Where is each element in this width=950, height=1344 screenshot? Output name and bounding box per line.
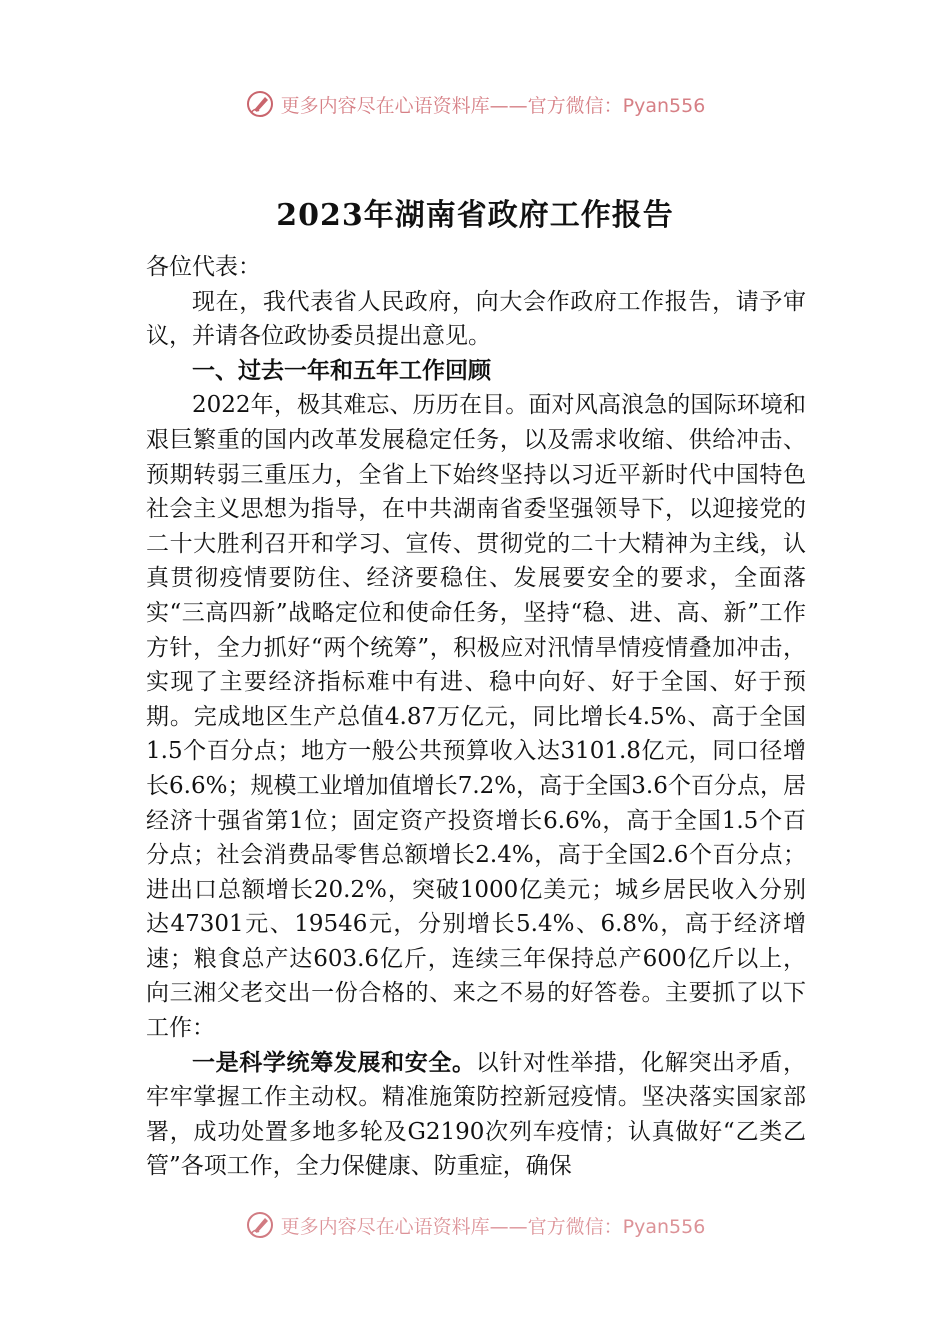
review-paragraph: 2022年，极其难忘、历历在目。面对风高浪急的国际环境和艰巨繁重的国内改革发展稳定任务，以及需求收缩、供给冲击、预期转弱三重压力，全省上下始终坚持以习近平新时代中国特色社会主义思想为指导，在中共湖南省委坚强领导下，以迎接党的二十大胜利召开和学习、宣传、贯彻党的二十大精神为主线，认真贯彻疫情要防住、经济要稳住、发展要安全的要求，全面落实“三高四新”战略定位和使命任务，坚持“稳、进、高、新”工作方针，全力抓好“两个统筹”，积极应对汛情旱情疫情叠加冲击，实现了主要经济指标难中有进、稳中向好、好于全国、好于预期。完成地区生产总值4.87万亿元，同比增长4.5%、高于全国1.5个百分点；地方一般公共预算收入达3101.8亿元，同口径增长6.6%；规模工业增加值增长7.2%，高于全国3.6个百分点，居经济十强省第1位；固定资产投资增长6.6%，高于全国1.5个百分点；社会消费品零售总额增长2.4%，高于全国2.6个百分点；进出口总额增长20.2%，突破1000亿美元；城乡居民收入分别达47301元、19546元，分别增长5.4%、6.8%，高于经济增速；粮食总产达603.6亿斤，连续三年保持总产600亿斤以上，向三湘父老交出一份合格的、来之不易的好答卷。主要抓了以下工作：	[146, 392, 806, 1042]
watermark-footer	[0, 1205, 950, 1245]
page-title: 2023年湖南省政府工作报告	[276, 198, 674, 233]
first-task-text: 以针对性举措，化解突出矛盾，牢牢掌握工作主动权。精准施策防控新冠疫情。坚决落实国家部署，成功处置多地多轮及G2190次列车疫情；认真做好“乙类乙管”各项工作，全力保健康、防重症，确保	[146, 1049, 806, 1180]
intro-paragraph: 现在，我代表省人民政府，向大会作政府工作报告，请予审议，并请各位政协委员提出意见。	[146, 288, 806, 350]
watermark-text: 更多内容尽在心语资料库——官方微信：Pyan556	[280, 94, 706, 117]
section-heading: 一、过去一年和五年工作回顾	[192, 357, 491, 384]
first-task-paragraph	[146, 1046, 806, 1184]
pen-logo-icon	[245, 1210, 275, 1240]
watermark-text: 更多内容尽在心语资料库——官方微信：Pyan556	[280, 1215, 706, 1238]
document-body	[146, 250, 806, 1211]
watermark-header	[0, 84, 950, 124]
first-task-lead: 一是科学统筹发展和安全。	[192, 1049, 476, 1076]
pen-logo-icon	[245, 89, 275, 119]
salutation: 各位代表：	[146, 254, 261, 280]
